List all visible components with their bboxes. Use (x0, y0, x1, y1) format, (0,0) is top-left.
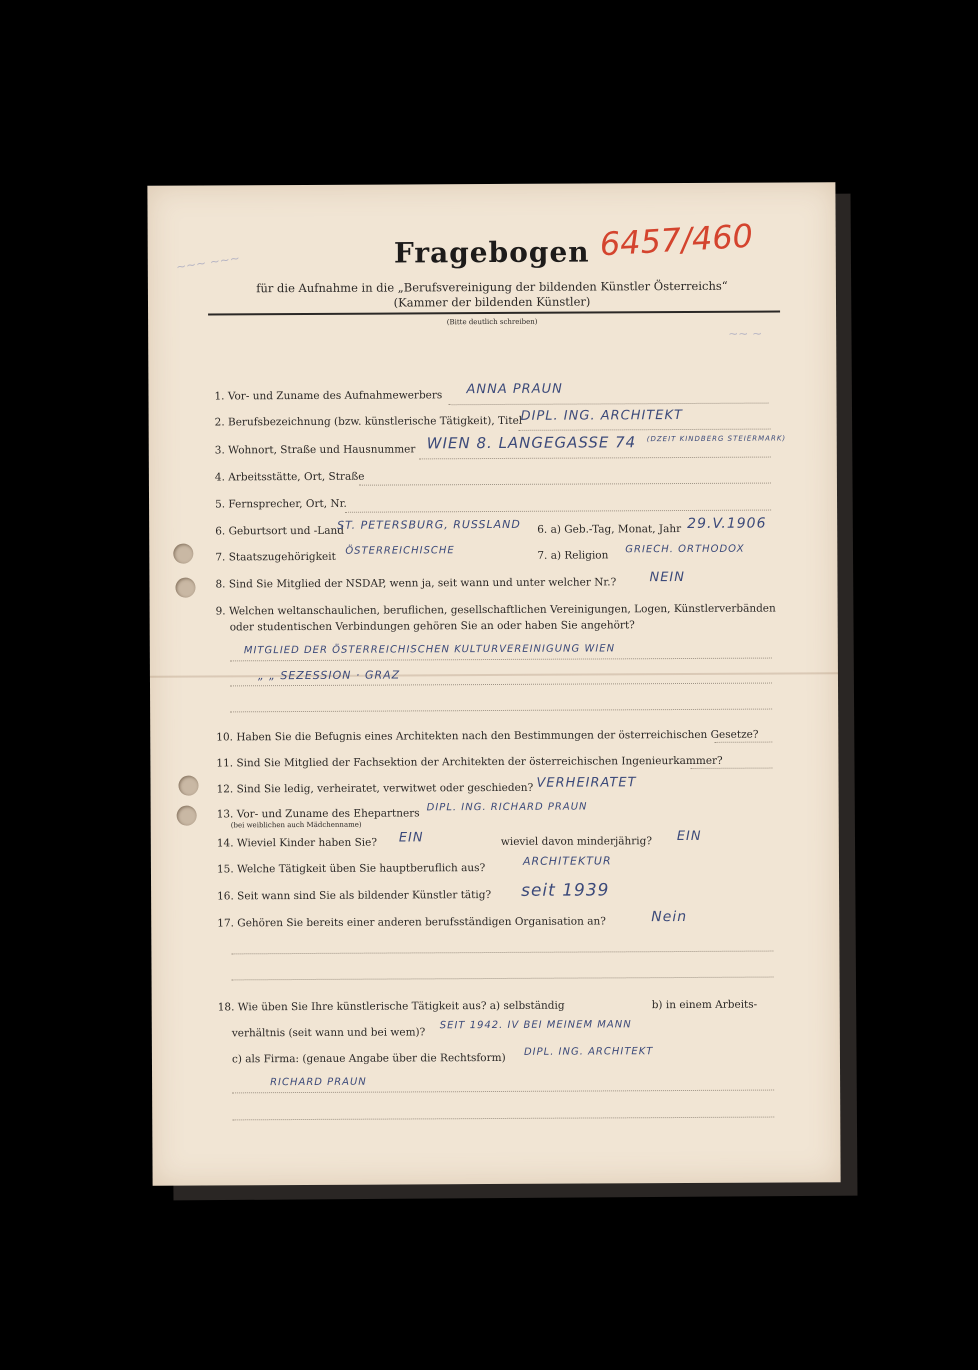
question-18b: b) in einem Arbeits- (651, 998, 758, 1012)
answer-2: DIPL. ING. ARCHITEKT (520, 408, 683, 424)
question-14b: wieviel davon minderjährig? (500, 835, 652, 848)
answer-7a: GRIECH. ORTHODOX (625, 543, 745, 556)
answer-15: ARCHITEKTUR (522, 854, 612, 868)
form-subtitle-2: (Kammer der bildenden Künstler) (393, 294, 591, 310)
question-7: 7. Staatszugehörigkeit (215, 550, 336, 564)
question-18c: c) als Firma: (genaue Angabe über die Rechtsform) (231, 1051, 506, 1066)
answer-6a: 29.V.1906 (687, 515, 767, 532)
question-8: 8. Sind Sie Mitglied der NSDAP, wenn ja, seit wann und unter welcher Nr.? (215, 576, 617, 591)
question-10: 10. Haben Sie die Befugnis eines Architekten nach den Bestimmungen der österreichischen Gesetze? (216, 728, 759, 744)
answer-3: WIEN 8. LANGEGASSE 74 (426, 433, 637, 453)
answer-6: ST. PETERSBURG, RUSSLAND (337, 517, 521, 532)
question-6: 6. Geburtsort und -Land (215, 524, 345, 538)
answer-line (230, 658, 772, 662)
question-12: 12. Sind Sie ledig, verheiratet, verwitwet oder geschieden? (216, 781, 534, 796)
question-1: 1. Vor- und Zuname des Aufnahmewerbers (214, 389, 443, 403)
answer-8: NEIN (649, 569, 685, 586)
answer-7: ÖSTERREICHISCHE (345, 545, 455, 557)
question-13-note: (bei weiblichen auch Mädchenname) (230, 820, 362, 830)
question-9: 9. Welchen weltanschaulichen, beruflichen, gesellschaftlichen Vereinigungen, Logen, Künstlerverbänden (215, 602, 776, 618)
answer-line (714, 742, 772, 743)
punch-hole (173, 544, 193, 564)
answer-9a: MITGLIED DER ÖSTERREICHISCHEN KULTURVEREINIGUNG WIEN (243, 643, 616, 657)
question-17: 17. Gehören Sie bereits einer anderen berufsständigen Organisation an? (217, 915, 606, 930)
question-18: 18. Wie üben Sie Ihre künstlerische Tätigkeit aus? a) selbständig (217, 999, 565, 1014)
instruction-note: (Bitte deutlich schreiben) (446, 317, 538, 327)
question-6a: 6. a) Geb.-Tag, Monat, Jahr (537, 523, 682, 536)
red-file-number: 6457/460 (598, 216, 754, 264)
question-5: 5. Fernsprecher, Ort, Nr. (215, 497, 347, 511)
pencil-mark: ~~ ~ (728, 326, 763, 341)
answer-line (232, 1090, 774, 1094)
question-18-cont: verhältnis (seit wann und bei wem)? (231, 1026, 426, 1040)
questionnaire-sheet (147, 182, 840, 1186)
answer-line (419, 457, 771, 460)
answer-line (345, 510, 771, 513)
punch-hole (178, 776, 198, 796)
answer-13: DIPL. ING. RICHARD PRAUN (426, 801, 588, 814)
question-4: 4. Arbeitsstätte, Ort, Straße (214, 470, 365, 484)
answer-3-note: (DZEIT KINDBERG STEIERMARK) (646, 434, 787, 444)
question-7a: 7. a) Religion (537, 549, 609, 562)
form-subtitle: für die Aufnahme in die „Berufsvereinigung der bildenden Künstler Österreichs“ (256, 278, 728, 296)
question-13: 13. Vor- und Zuname des Ehepartners (216, 807, 420, 821)
answer-18d: RICHARD PRAUN (270, 1076, 367, 1089)
question-11: 11. Sind Sie Mitglied der Fachsektion der Architekten der österreichischen Ingenieurkammer? (216, 754, 723, 770)
answer-16: seit 1939 (521, 880, 610, 901)
answer-12: VERHEIRATET (536, 775, 637, 791)
answer-line (690, 768, 772, 769)
answer-9b: „ „ SEZESSION · GRAZ (257, 668, 401, 683)
question-14: 14. Wieviel Kinder haben Sie? (216, 836, 377, 850)
answer-line (519, 429, 771, 431)
punch-hole (177, 806, 197, 826)
answer-line (232, 977, 774, 981)
answer-1: ANNA PRAUN (466, 381, 563, 398)
answer-line (232, 1117, 774, 1121)
answer-17: Nein (651, 908, 688, 926)
fold-line (150, 672, 838, 678)
pencil-mark: ~~~ ~~~ (175, 250, 241, 275)
question-16: 16. Seit wann sind Sie als bildender Künstler tätig? (217, 889, 492, 903)
answer-line (359, 483, 771, 486)
answer-line (231, 951, 773, 955)
header-rule (208, 310, 780, 315)
answer-14: EIN (398, 830, 424, 846)
form-title: Fragebogen (393, 235, 590, 270)
answer-line (230, 683, 772, 687)
answer-14b: EIN (676, 828, 702, 845)
question-15: 15. Welche Tätigkeit üben Sie hauptberuflich aus? (216, 862, 486, 876)
answer-line (449, 403, 769, 406)
answer-line (230, 709, 772, 713)
answer-18c: DIPL. ING. ARCHITEKT (523, 1046, 654, 1058)
question-3: 3. Wohnort, Straße und Hausnummer (214, 443, 416, 457)
punch-hole (175, 578, 195, 598)
question-2: 2. Berufsbezeichnung (bzw. künstlerische Tätigkeit), Titel (214, 414, 523, 429)
answer-18: SEIT 1942. IV BEI MEINEM MANN (439, 1019, 632, 1032)
question-9-cont: oder studentischen Verbindungen gehören Sie an oder haben Sie angehört? (229, 619, 635, 634)
